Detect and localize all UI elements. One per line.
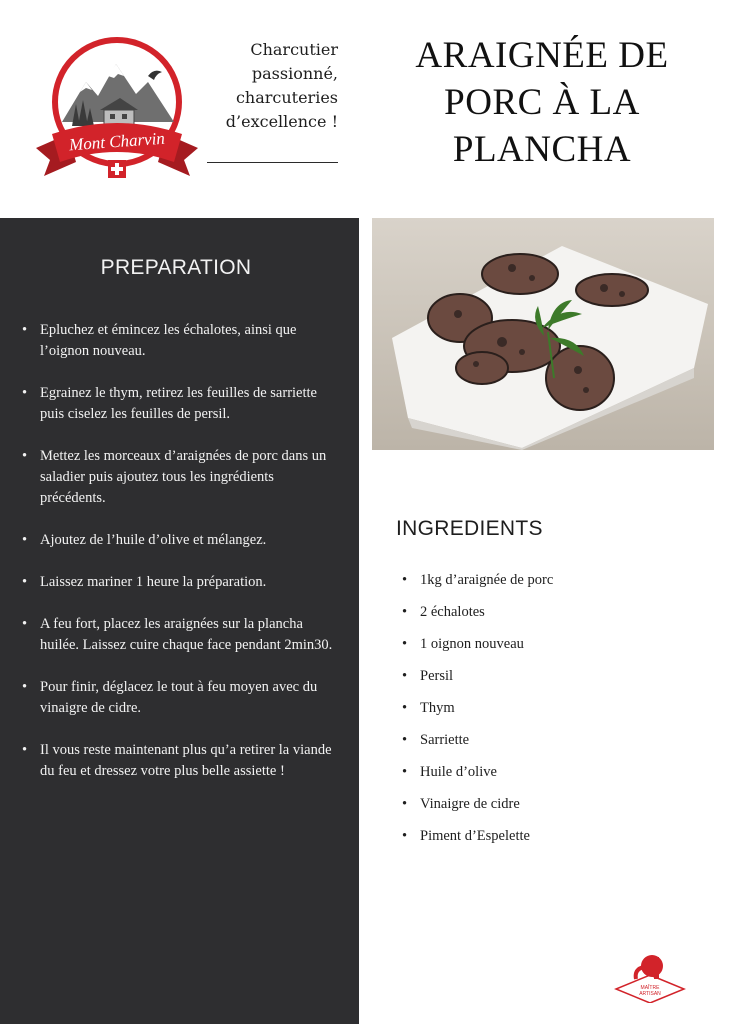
preparation-step: • Mettez les morceaux d’araignées de porc dans un saladier puis ajoutez tous les ingrédients précédents. bbox=[20, 446, 338, 509]
recipe-title bbox=[372, 32, 712, 173]
title-line: PORC À LA bbox=[444, 82, 640, 123]
logo-brand-text: Mont Charvin bbox=[68, 128, 166, 155]
ingredient-item: • 1kg d’araignée de porc bbox=[400, 570, 700, 602]
tagline-line: charcuteries bbox=[235, 88, 338, 107]
ingredient-item: • 2 échalotes bbox=[400, 602, 700, 634]
ingredient-item: • Persil bbox=[400, 666, 700, 698]
tagline-line: Charcutier bbox=[250, 40, 338, 59]
maitre-artisan-badge bbox=[614, 953, 686, 1003]
preparation-step: • Laissez mariner 1 heure la préparation. bbox=[20, 572, 338, 593]
preparation-step: • Egrainez le thym, retirez les feuilles de sarriette puis ciselez les feuilles de persil. bbox=[20, 383, 338, 425]
title-line: PLANCHA bbox=[452, 129, 632, 170]
preparation-heading: PREPARATION bbox=[100, 256, 252, 279]
preparation-list bbox=[20, 320, 338, 803]
dish-photo bbox=[372, 218, 714, 450]
tagline-line: passionné, bbox=[251, 64, 338, 83]
preparation-panel bbox=[0, 218, 359, 1024]
title-line: ARAIGNÉE DE bbox=[415, 35, 669, 76]
tagline-divider bbox=[207, 162, 338, 163]
preparation-step: • Ajoutez de l’huile d’olive et mélangez. bbox=[20, 530, 338, 551]
tagline-line: d’excellence ! bbox=[225, 112, 338, 131]
ingredients-list bbox=[400, 570, 700, 858]
ingredient-item: • Huile d’olive bbox=[400, 762, 700, 794]
mont-charvin-logo bbox=[28, 30, 206, 188]
ingredients-heading: INGREDIENTS bbox=[396, 517, 543, 540]
tagline bbox=[200, 38, 338, 134]
preparation-step: • A feu fort, placez les araignées sur la plancha huilée. Laissez cuire chaque face pendant 2min30. bbox=[20, 614, 338, 656]
preparation-step: • Il vous reste maintenant plus qu’a retirer la viande du feu et dressez votre plus belle assiette ! bbox=[20, 740, 338, 782]
ingredient-item: • 1 oignon nouveau bbox=[400, 634, 700, 666]
ingredient-item: • Vinaigre de cidre bbox=[400, 794, 700, 826]
preparation-step: • Pour finir, déglacez le tout à feu moyen avec du vinaigre de cidre. bbox=[20, 677, 338, 719]
badge-line1: MAÎTRE bbox=[640, 985, 660, 991]
ingredient-item: • Thym bbox=[400, 698, 700, 730]
ingredient-item: • Piment d’Espelette bbox=[400, 826, 700, 858]
badge-line2: ARTISAN bbox=[639, 991, 661, 997]
ingredient-item: • Sarriette bbox=[400, 730, 700, 762]
preparation-step: • Epluchez et émincez les échalotes, ainsi que l’oignon nouveau. bbox=[20, 320, 338, 362]
